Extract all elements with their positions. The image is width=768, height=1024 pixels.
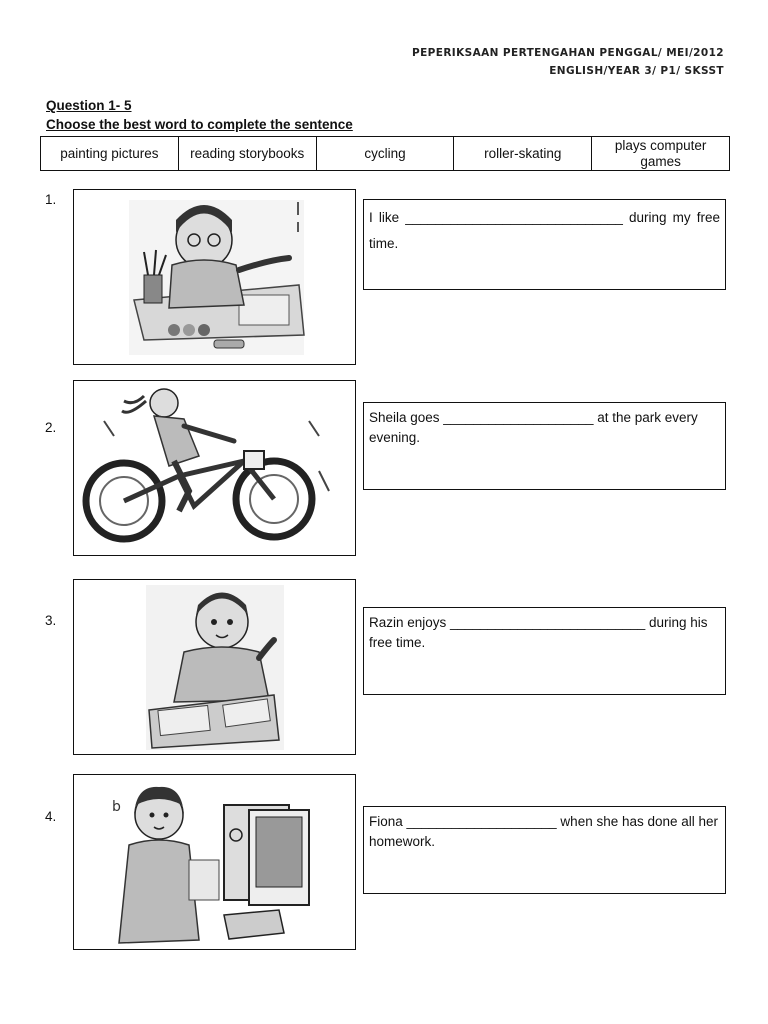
sentence-box (363, 607, 726, 695)
word-bank-cell: roller-skating (454, 137, 592, 171)
sentence-box (363, 199, 726, 290)
section-title: Question 1- 5 (46, 98, 132, 113)
word-bank-cell: cycling (316, 137, 454, 171)
question-picture (73, 189, 356, 365)
word-bank-cell: reading storybooks (178, 137, 316, 171)
question-sentence: Fiona ____________________ when she has done all her homework. (369, 814, 719, 849)
boy-painting-illustration (74, 190, 355, 364)
word-bank-row (41, 137, 730, 171)
exam-header (412, 44, 724, 80)
section-heading (46, 96, 353, 134)
boy-reading-illustration (74, 580, 355, 754)
question-sentence: Sheila goes ____________________ at the park every evening. (369, 410, 698, 445)
sentence-box (363, 402, 726, 490)
exam-header-line1: PEPERIKSAAN PERTENGAHAN PENGGAL/ MEI/2012 (411, 47, 724, 59)
word-bank-table (40, 136, 730, 171)
question-number: 4. (45, 809, 57, 824)
svg-text:b: b (112, 799, 121, 815)
sentence-box (363, 806, 726, 894)
exam-header-line2: ENGLISH/YEAR 3/ P1/ SKSST (549, 65, 724, 77)
question-picture (73, 579, 356, 755)
question-number: 1. (45, 192, 57, 207)
question-number: 2. (45, 420, 57, 435)
girl-computer-illustration (74, 775, 355, 949)
question-picture (73, 774, 356, 950)
word-bank-cell: plays computer games (592, 137, 730, 171)
question-sentence: Razin enjoys __________________________ during his free time. (369, 615, 708, 650)
girl-cycling-illustration (74, 381, 355, 555)
section-instruction: Choose the best word to complete the sentence (46, 117, 353, 132)
word-bank-cell: painting pictures (41, 137, 179, 171)
question-sentence: I like _____________________________ during my free time. (369, 210, 720, 251)
question-number: 3. (45, 613, 57, 628)
question-picture (73, 380, 356, 556)
